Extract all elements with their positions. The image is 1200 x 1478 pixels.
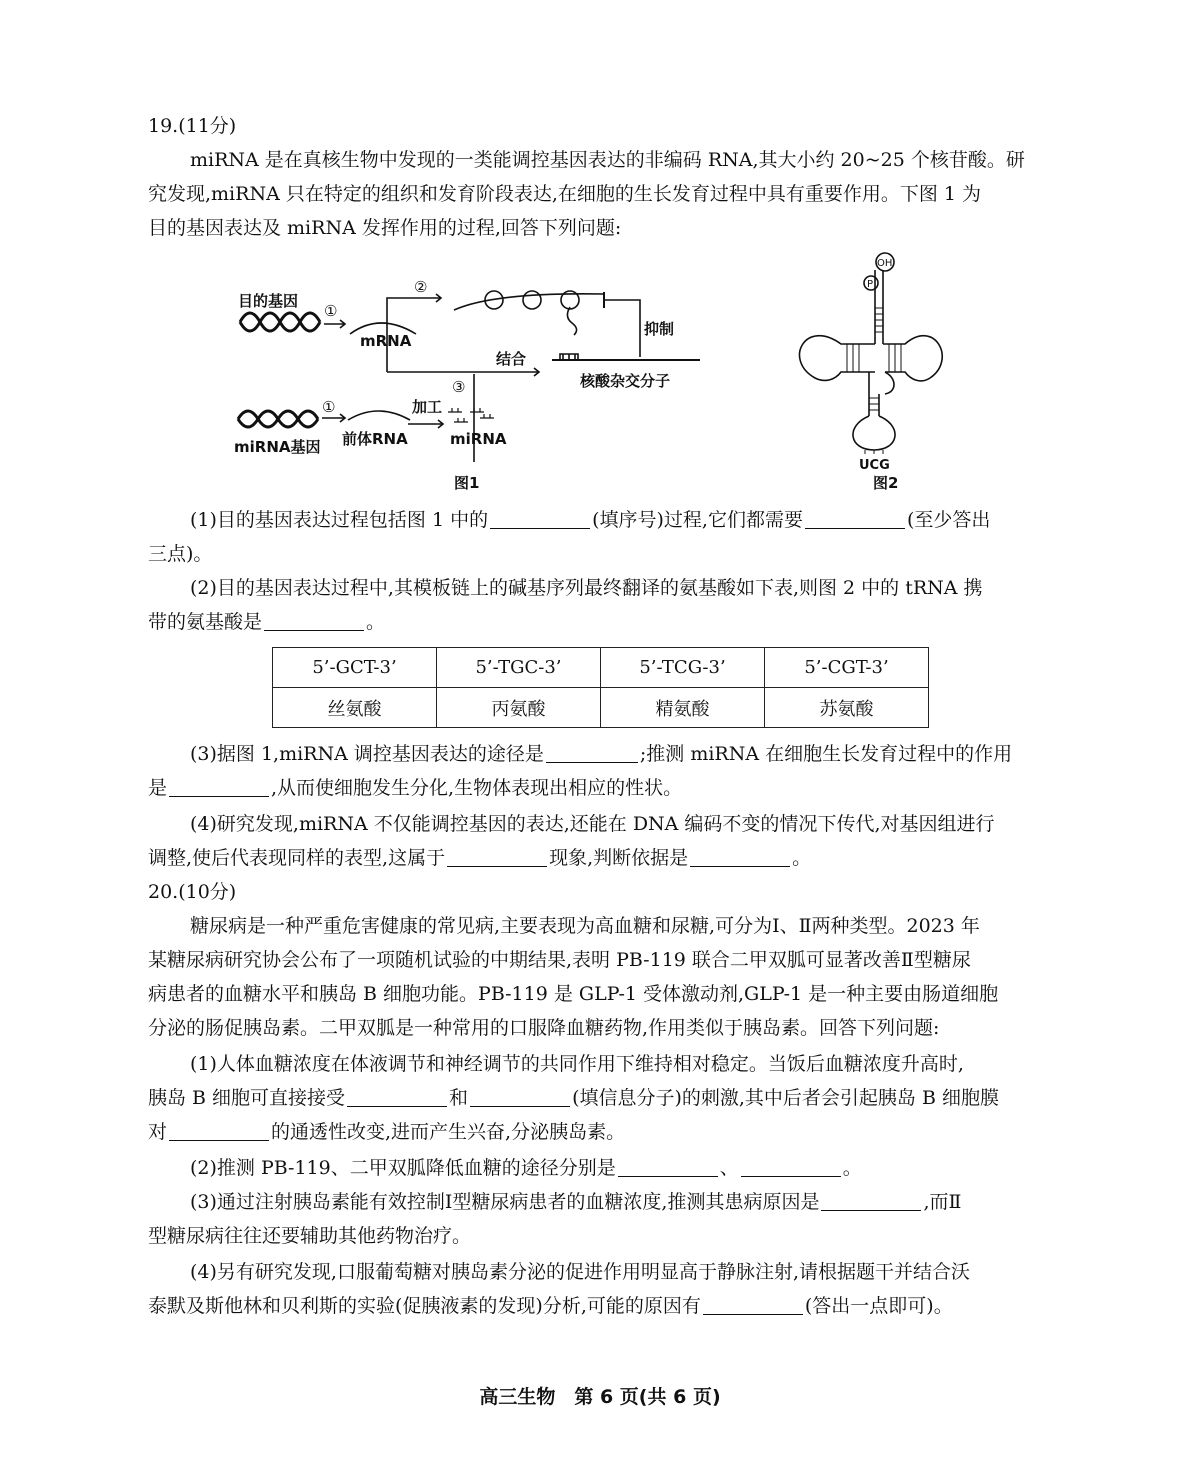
- pre-rna-strand: [348, 411, 410, 420]
- mirna-label: miRNA: [450, 430, 507, 448]
- q20-sub3-line-1: (3)通过注射胰岛素能有效控制Ⅰ型糖尿病患者的血糖浓度,推测其患病原因是 ,而Ⅱ: [190, 1191, 962, 1213]
- target-gene-dna-strand-b: [240, 313, 320, 331]
- d-arm-loop: [800, 336, 875, 381]
- codon-row: [273, 648, 929, 688]
- oh-label: OH: [877, 258, 893, 269]
- anticodon-loop: [853, 416, 895, 450]
- mrna-label: mRNA: [360, 332, 412, 350]
- answer-blank[interactable]: [490, 510, 590, 529]
- codon-cell: 5’-GCT-3’: [273, 648, 437, 688]
- answer-blank[interactable]: [821, 1192, 921, 1211]
- figure-1-caption: 图1: [454, 474, 480, 492]
- q19-sub3-line-2: 是 ,从而使细胞发生分化,生物体表现出相应的性状。: [148, 777, 683, 799]
- inhibit-label: 抑制: [644, 320, 675, 338]
- q20-sub4-line-2: 泰默及斯他林和贝利斯的实验(促胰液素的发现)分析,可能的原因有 (答出一点即可)。: [148, 1295, 953, 1317]
- answer-blank[interactable]: [546, 744, 638, 763]
- amino-acid-cell: 丙氨酸: [437, 688, 601, 728]
- answer-blank[interactable]: [347, 1088, 447, 1107]
- amino-acid-cell: 精氨酸: [601, 688, 765, 728]
- figure-1-diagram: [232, 252, 712, 492]
- answer-blank[interactable]: [618, 1158, 718, 1177]
- figure-1: [232, 252, 712, 492]
- q19-intro-line-1: miRNA 是在真核生物中发现的一类能调控基因表达的非编码 RNA,其大小约 20~25 个核苷酸。研: [190, 149, 1025, 171]
- mirna-gene-label: miRNA基因: [234, 438, 321, 456]
- amino-acid-row: [273, 688, 929, 728]
- q20-intro-line-3: 病患者的血糖水平和胰岛 B 细胞功能。PB-119 是 GLP-1 受体激动剂,GLP-1 是一种主要由肠道细胞: [148, 983, 999, 1005]
- process-label: 加工: [412, 398, 443, 416]
- q20-sub3-line-2: 型糖尿病往往还要辅助其他药物治疗。: [148, 1225, 472, 1247]
- trna-diagram: [785, 248, 945, 493]
- codon-cell: 5’-CGT-3’: [765, 648, 929, 688]
- target-gene-label: 目的基因: [238, 292, 299, 310]
- q19-header: 19.(11分): [148, 115, 237, 137]
- codon-cell: 5’-TCG-3’: [601, 648, 765, 688]
- answer-blank[interactable]: [741, 1158, 841, 1177]
- amino-acid-cell: 丝氨酸: [273, 688, 437, 728]
- q19-sub3-line-1: (3)据图 1,miRNA 调控基因表达的途径是 ;推测 miRNA 在细胞生长发育过程中的作用: [190, 743, 1013, 765]
- q19-sub1-line-2: 三点)。: [148, 543, 213, 565]
- hybrid-label: 核酸杂交分子: [580, 372, 671, 390]
- amino-acid-cell: 苏氨酸: [765, 688, 929, 728]
- q19-sub4-line-2: 调整,使后代表现同样的表型,这属于 现象,判断依据是 。: [148, 847, 812, 869]
- q20-sub1-line-3: 对 的通透性改变,进而产生兴奋,分泌胰岛素。: [148, 1121, 626, 1143]
- step-2-label: ②: [414, 278, 428, 296]
- answer-blank[interactable]: [447, 848, 547, 867]
- step-1-label: ①: [324, 302, 338, 320]
- q20-sub1-line-1: (1)人体血糖浓度在体液调节和神经调节的共同作用下维持相对稳定。当饭后血糖浓度升高时,: [190, 1053, 964, 1075]
- step-1b-label: ①: [322, 398, 336, 416]
- q20-sub2: (2)推测 PB-119、二甲双胍降低血糖的途径分别是 、 。: [190, 1157, 862, 1179]
- codon-table: [272, 647, 929, 728]
- q20-intro-line-4: 分泌的肠促胰岛素。二甲双胍是一种常用的口服降血糖药物,作用类似于胰岛素。回答下列问题:: [148, 1017, 940, 1039]
- q19-sub2-line-2: 带的氨基酸是 。: [148, 611, 386, 633]
- ribosome-2: [523, 291, 541, 309]
- answer-blank[interactable]: [264, 612, 364, 631]
- mirna-gene-dna-strand-b: [238, 411, 318, 427]
- q19-intro-line-3: 目的基因表达及 miRNA 发挥作用的过程,回答下列问题:: [148, 217, 622, 239]
- q20-sub4-line-1: (4)另有研究发现,口服葡萄糖对胰岛素分泌的促进作用明显高于静脉注射,请根据题干并结合沃: [190, 1261, 970, 1283]
- q19-intro-line-2: 究发现,miRNA 只在特定的组织和发育阶段表达,在细胞的生长发育过程中具有重要作用。下图 1 为: [148, 183, 982, 205]
- translation-mrna: [454, 294, 604, 310]
- q20-intro-line-1: 糖尿病是一种严重危害健康的常见病,主要表现为高血糖和尿糖,可分为Ⅰ、Ⅱ两种类型。2023 年: [190, 915, 980, 937]
- q20-header: 20.(10分): [148, 881, 237, 903]
- answer-blank[interactable]: [805, 510, 905, 529]
- figure-2: [785, 248, 945, 493]
- q20-intro-line-2: 某糖尿病研究协会公布了一项随机试验的中期结果,表明 PB-119 联合二甲双胍可显著改善Ⅱ型糖尿: [148, 949, 971, 971]
- p-label: P: [867, 279, 874, 290]
- page-footer: 高三生物 第 6 页(共 6 页): [479, 1386, 721, 1408]
- answer-blank[interactable]: [703, 1296, 803, 1315]
- anticodon-label: UCG: [859, 458, 890, 473]
- codon-cell: 5’-TGC-3’: [437, 648, 601, 688]
- figure-2-caption: 图2: [873, 474, 899, 492]
- t-arm-loop: [883, 336, 942, 381]
- q19-sub1-line-1: (1)目的基因表达过程包括图 1 中的 (填序号)过程,它们都需要 (至少答出: [190, 509, 991, 531]
- step-3-label: ③: [452, 378, 466, 396]
- pre-rna-label: 前体RNA: [342, 430, 408, 448]
- q20-sub1-line-2: 胰岛 B 细胞可直接接受 和 (填信息分子)的刺激,其中后者会引起胰岛 B 细胞膜: [148, 1087, 999, 1109]
- q19-sub2-line-1: (2)目的基因表达过程中,其模板链上的碱基序列最终翻译的氨基酸如下表,则图 2 中的 tRNA 携: [190, 577, 983, 599]
- answer-blank[interactable]: [169, 1122, 269, 1141]
- answer-blank[interactable]: [169, 778, 269, 797]
- answer-blank[interactable]: [690, 848, 790, 867]
- answer-blank[interactable]: [470, 1088, 570, 1107]
- bind-label: 结合: [496, 350, 527, 368]
- q19-sub4-line-1: (4)研究发现,miRNA 不仅能调控基因的表达,还能在 DNA 编码不变的情况下传代,对基因组进行: [190, 813, 995, 835]
